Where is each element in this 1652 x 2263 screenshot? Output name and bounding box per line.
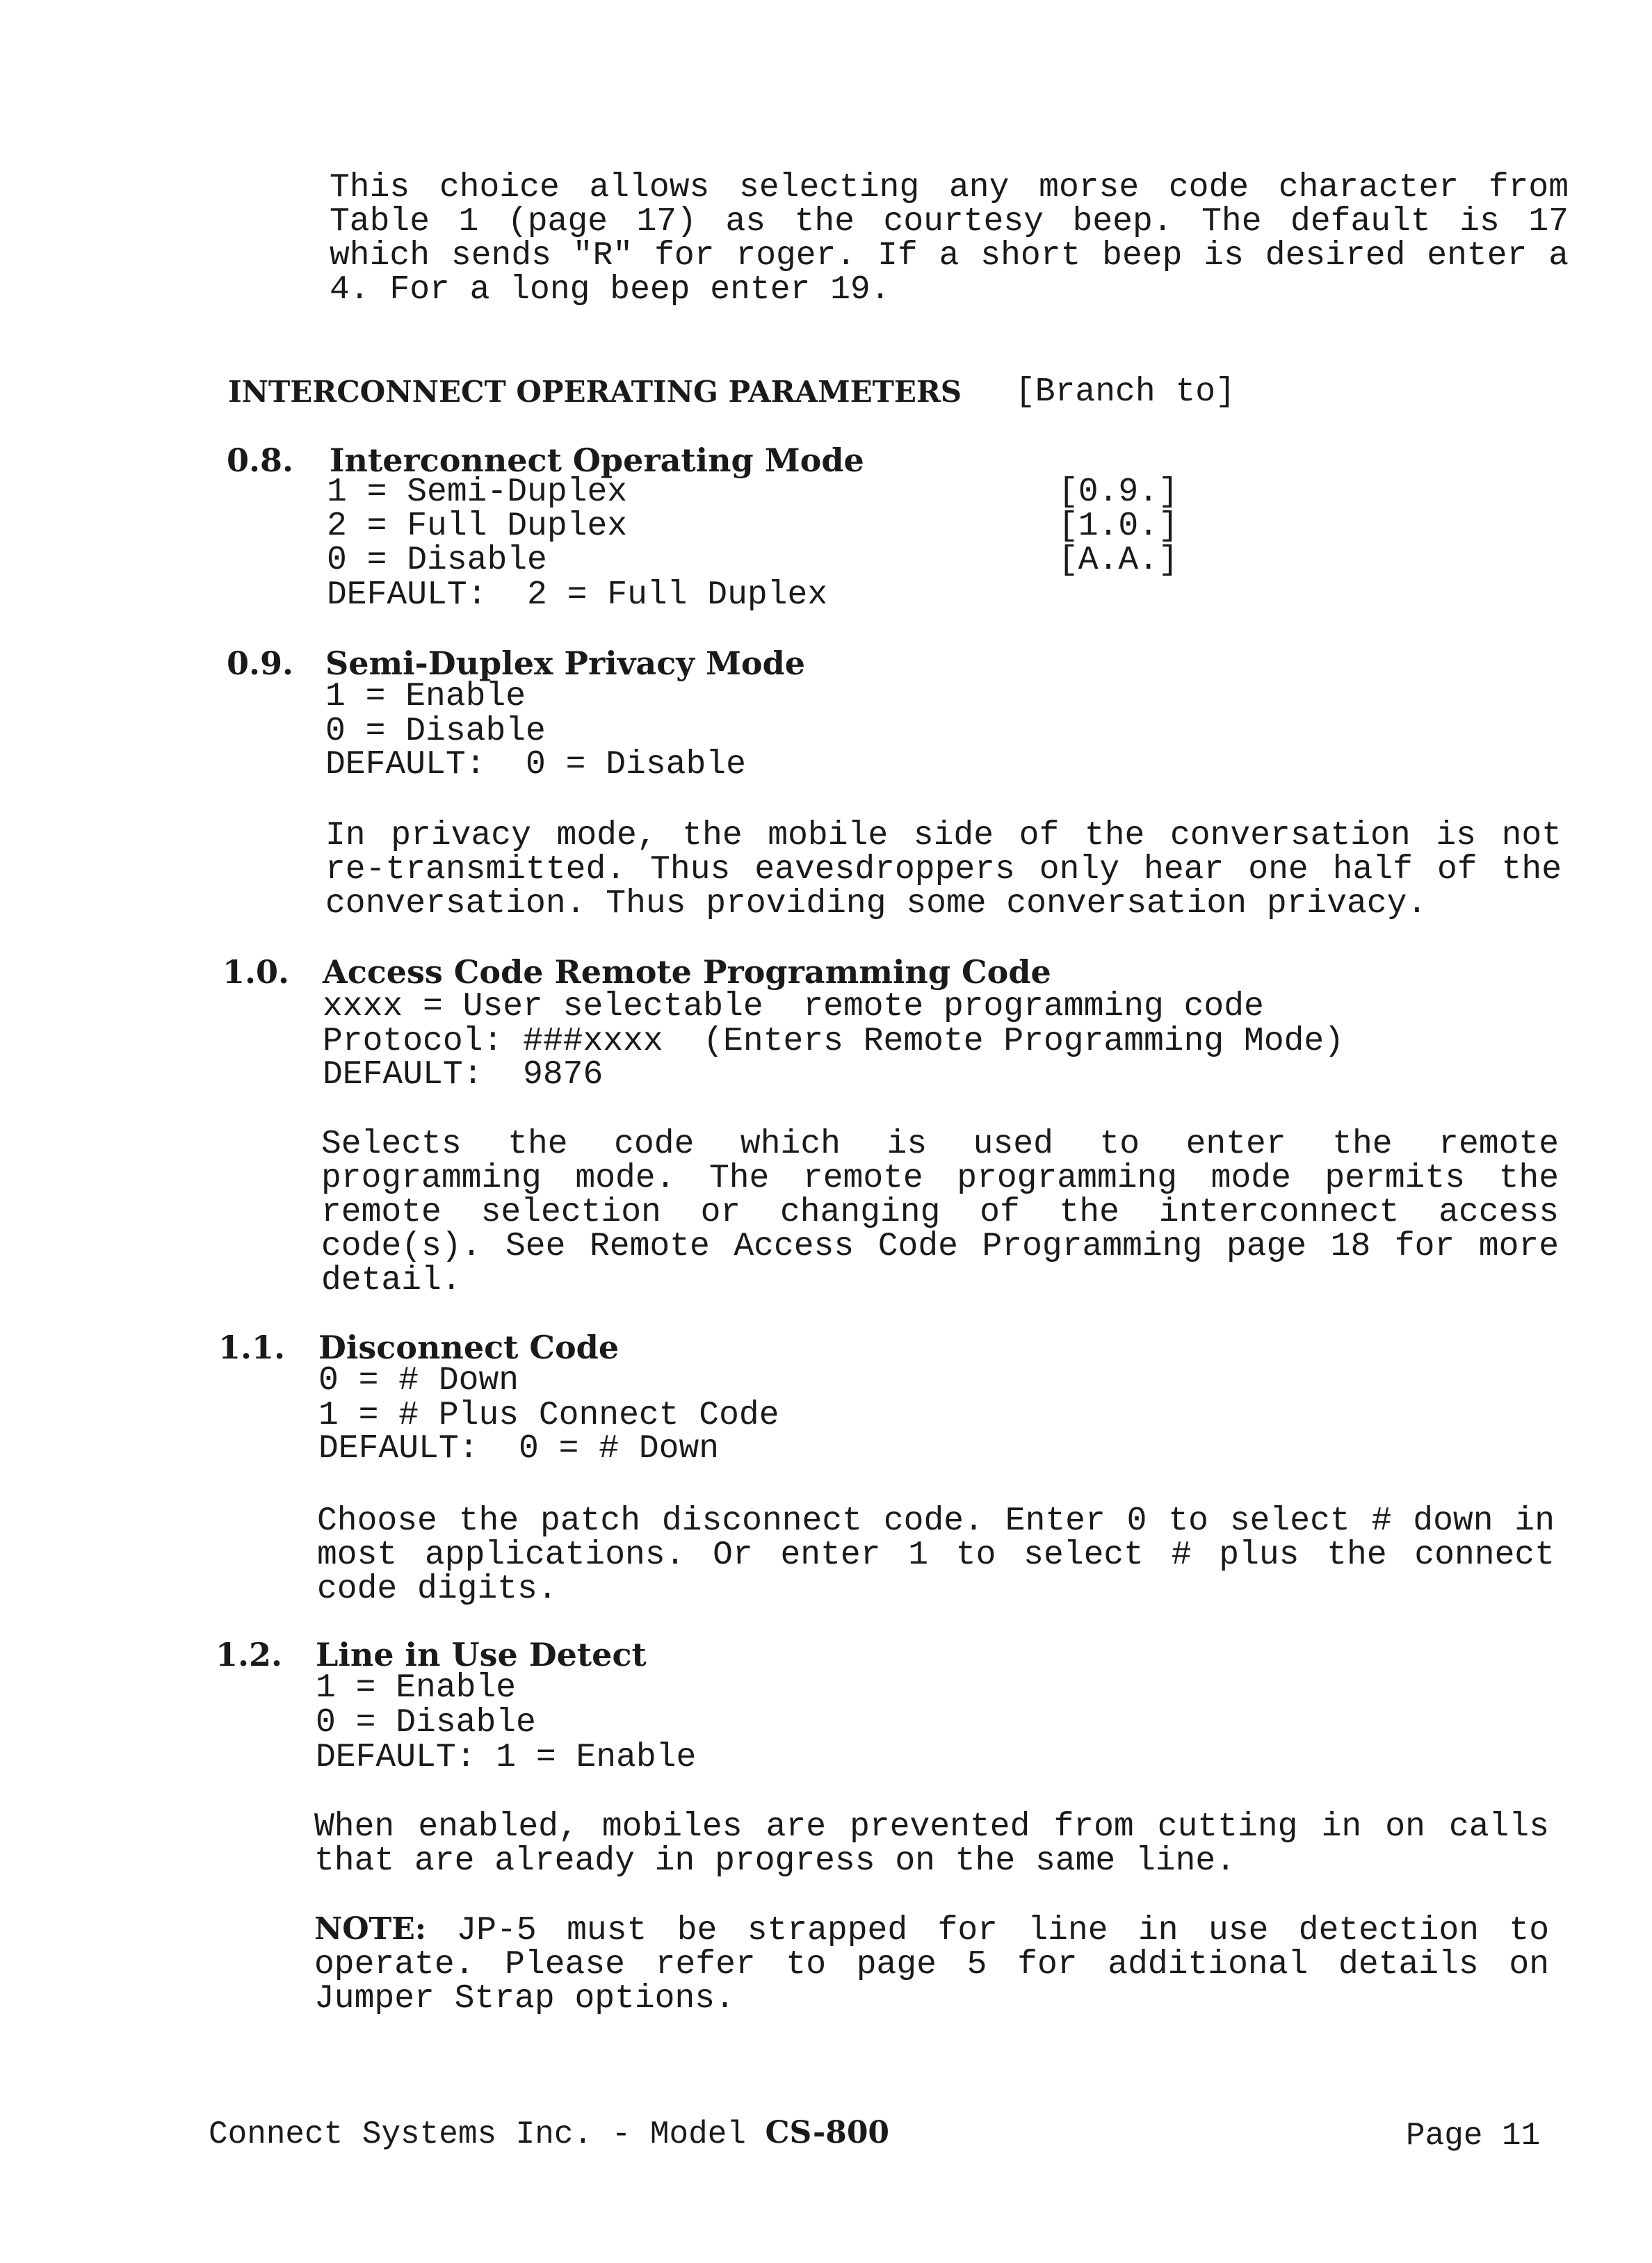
description-paragraph: Selects the code which is used to enter the remote programming mode. The remote programming mode permits the remote selection or changing of the interconnect access code(s). See Remote Access Code Programming page 18 for more detail. bbox=[321, 1126, 1559, 1299]
intro-paragraph: This choice allows selecting any morse code character from Table 1 (page 17) as the courtesy beep. The default is 17 which sends "R" for roger. If a short beep is desired enter a 4. For a long beep enter 19. bbox=[330, 169, 1569, 309]
default-line: DEFAULT: 9876 bbox=[323, 1056, 604, 1094]
option-line: 1 = Enable bbox=[316, 1669, 517, 1707]
description-paragraph: Choose the patch disconnect code. Enter 0 to select # down in most applications. Or enter 1 to select # plus the connect code digits. bbox=[317, 1502, 1555, 1608]
section-number-1-1: 1.1. bbox=[218, 1329, 286, 1366]
option-line: 2 = Full Duplex bbox=[327, 508, 628, 545]
branch-code: [A.A.] bbox=[1058, 542, 1179, 579]
section-number-0-8: 0.8. bbox=[227, 441, 294, 479]
option-line: 0 = # Down bbox=[318, 1362, 519, 1400]
section-title-0-8: Interconnect Operating Mode bbox=[330, 441, 864, 479]
section-title-1-0: Access Code Remote Programming Code bbox=[323, 953, 1051, 991]
option-line: 1 = Enable bbox=[325, 678, 526, 715]
branch-code: [0.9.] bbox=[1058, 473, 1179, 511]
section-header-branch-label: [Branch to] bbox=[1015, 373, 1236, 411]
protocol-line: Protocol: ###xxxx (Enters Remote Programming Mode) bbox=[323, 1023, 1345, 1060]
section-title-1-2: Line in Use Detect bbox=[316, 1636, 647, 1673]
note-text: JP-5 must be strapped for line in use detection to operate. Please refer to page 5 for additional details on Jumper Strap options. bbox=[314, 1912, 1550, 2018]
detail-line: xxxx = User selectable remote programming code bbox=[323, 988, 1264, 1025]
default-line: DEFAULT: 0 = Disable bbox=[325, 746, 746, 784]
default-line: DEFAULT: 0 = # Down bbox=[318, 1430, 720, 1468]
option-line: 1 = # Plus Connect Code bbox=[318, 1397, 779, 1434]
option-line: 1 = Semi-Duplex bbox=[327, 473, 628, 511]
footer-model: CS-800 bbox=[765, 2115, 890, 2150]
branch-code: [1.0.] bbox=[1058, 508, 1179, 545]
note-label: NOTE: bbox=[314, 1911, 427, 1947]
section-number-1-0: 1.0. bbox=[222, 953, 290, 991]
footer-company-text: Connect Systems Inc. - Model bbox=[209, 2116, 766, 2152]
description-paragraph: In privacy mode, the mobile side of the conversation is not re-transmitted. Thus eavesdroppers only hear one half of the conversation. Thus providing some conversation privacy. bbox=[325, 817, 1562, 923]
section-number-0-9: 0.9. bbox=[227, 644, 294, 682]
section-title-0-9: Semi-Duplex Privacy Mode bbox=[325, 644, 806, 682]
default-line: DEFAULT: 2 = Full Duplex bbox=[327, 576, 828, 614]
default-line: DEFAULT: 1 = Enable bbox=[316, 1739, 697, 1776]
option-line: 0 = Disable bbox=[325, 713, 546, 750]
section-title-1-1: Disconnect Code bbox=[318, 1329, 620, 1366]
description-paragraph: When enabled, mobiles are prevented from cutting in on calls that are already in progress on the same line. bbox=[314, 1808, 1549, 1880]
option-line: 0 = Disable bbox=[316, 1704, 536, 1742]
page-number: Page 11 bbox=[1406, 2118, 1541, 2154]
section-header-title: INTERCONNECT OPERATING PARAMETERS bbox=[228, 375, 962, 409]
footer-company bbox=[209, 2116, 889, 2151]
option-line: 0 = Disable bbox=[327, 542, 547, 579]
note-paragraph bbox=[314, 1912, 1549, 2016]
section-number-1-2: 1.2. bbox=[216, 1636, 283, 1673]
